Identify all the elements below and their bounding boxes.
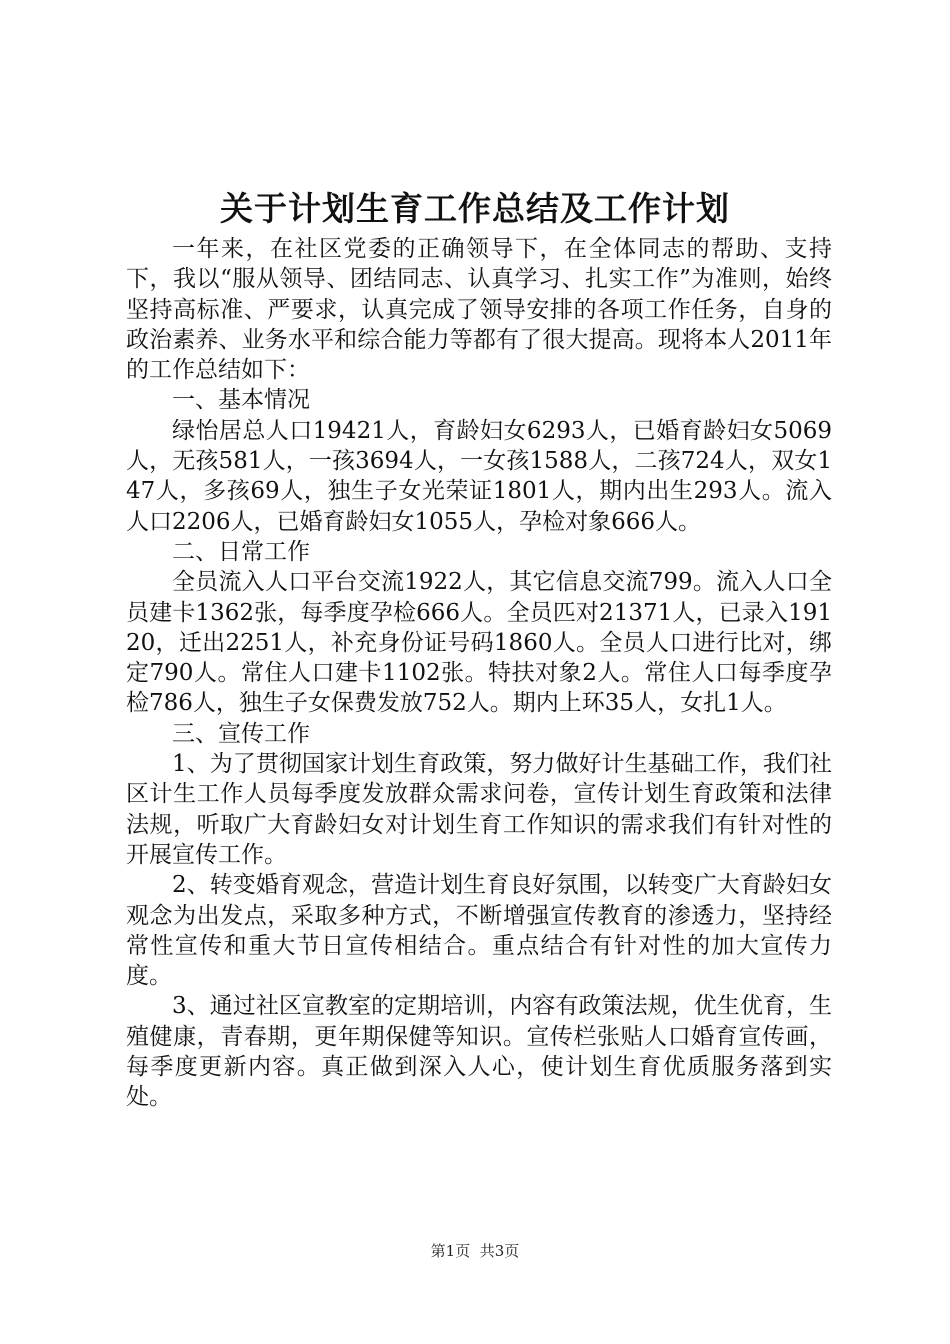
section-heading-publicity: 三、宣传工作 (172, 720, 310, 747)
paragraph-publicity-2: 2、转变婚育观念，营造计划生育良好氛围，以转变广大育龄妇女观念为出发点，采取多种方式，不断增强宣传教育的渗透力，坚持经常性宣传和重大节日宣传相结合。重点结合有针对性的加大宣传力度。 (126, 872, 832, 990)
section-heading-basic: 一、基本情况 (172, 387, 310, 414)
paragraph-daily: 全员流入人口平台交流1922人，其它信息交流799。流入人口全员建卡1362张，每季度孕检666人。全员匹对21371人，已录入19120，迁出2251人，补充身份证号码1860人。全员人口进行比对，绑定790人。常住人口建卡1102张。特扶对象2人。常住人口每季度孕检786人，独生子女保费发放752人。期内上环35人，女扎1人。 (126, 569, 832, 717)
page-footer (0, 1240, 950, 1262)
paragraph-intro: 一年来，在社区党委的正确领导下，在全体同志的帮助、支持下，我以“服从领导、团结同志、认真学习、扎实工作”为准则，始终坚持高标准、严要求，认真完成了领导安排的各项工作任务，自身的政治素养、业务水平和综合能力等都有了很大提高。现将本人2011年的工作总结如下： (126, 236, 832, 384)
paragraph-publicity-3: 3、通过社区宣教室的定期培训，内容有政策法规，优生优育，生殖健康，青春期，更年期保健等知识。宣传栏张贴人口婚育宣传画，每季度更新内容。真正做到深入人心，使计划生育优质服务落到实处。 (126, 993, 832, 1111)
section-heading-daily: 二、日常工作 (172, 538, 310, 565)
paragraph-basic: 绿怡居总人口19421人，育龄妇女6293人，已婚育龄妇女5069人，无孩581人，一孩3694人，一女孩1588人，二孩724人，双女147人，多孩69人，独生子女光荣证1801人，期内出生293人。流入人口2206人，已婚育龄妇女1055人，孕检对象666人。 (126, 417, 832, 535)
document-body (126, 234, 832, 1113)
page-total: 共3页 (479, 1242, 520, 1260)
paragraph-publicity-1: 1、为了贯彻国家计划生育政策，努力做好计生基础工作，我们社区计生工作人员每季度发放群众需求问卷，宣传计划生育政策和法律法规，听取广大育龄妇女对计划生育工作知识的需求我们有针对性的开展宣传工作。 (126, 751, 832, 868)
document-title: 关于计划生育工作总结及工作计划 (220, 189, 730, 228)
page-number: 第1页 (430, 1242, 471, 1260)
